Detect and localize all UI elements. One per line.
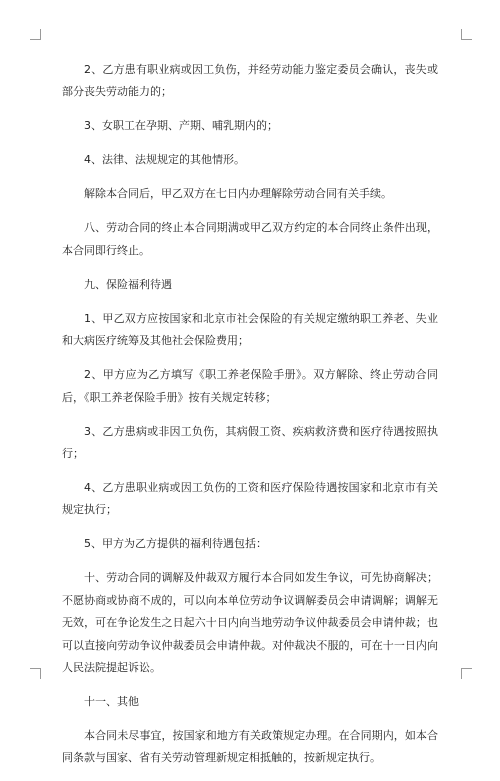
paragraph-termination-procedures: 解除本合同后，甲乙双方在七日内办理解除劳动合同有关手续。: [84, 187, 392, 201]
document-body: [62, 59, 438, 781]
paragraph-insurance-item-4: 4、乙方患职业病或因工负伤的工资和医疗保险待遇按国家和北京市有关规定执行；: [62, 481, 438, 517]
paragraph-insurance-item-2: 2、甲方应为乙方填写《职工养老保险手册》。双方解除、终止劳动合同后，《职工养老保险手册》按有关规定转移；: [62, 368, 438, 404]
paragraph-insurance-item-5: 5、甲方为乙方提供的福利待遇包括：: [84, 537, 267, 551]
crop-mark-top-right: [461, 29, 472, 40]
paragraph-insurance-item-1: 1、甲乙双方应按国家和北京市社会保险的有关规定缴纳职工养老、失业和大病医疗统筹及其他社会保险费用；: [62, 311, 438, 348]
paragraph-section-8-contract-end: 八、劳动合同的终止本合同期满或甲乙双方约定的本合同终止条件出现，本合同即行终止。: [62, 221, 438, 257]
heading-section-11-other: 十一、其他: [84, 695, 139, 709]
paragraph-clause-3-female-workers: 3、女职工在孕期、产期、哺乳期内的；: [84, 119, 278, 133]
crop-mark-top-left: [30, 29, 41, 40]
paragraph-clause-4-other-cases: 4、法律、法规规定的其他情形。: [84, 153, 245, 167]
crop-mark-bottom-left: [30, 668, 41, 679]
paragraph-section-10-dispute: 十、劳动合同的调解及仲裁双方履行本合同如发生争议，可先协商解决；不愿协商或协商不成的，可以向本单位劳动争议调解委员会申请调解；调解无无效，可在争论发生之日起六十日内向当地劳动争议仲裁委员会申请仲裁；也可以直接向劳动争议仲裁委员会申请仲裁。对仲裁决不服的，可在十一日内向人民法院提起诉讼。: [62, 571, 438, 675]
paragraph-clause-2-occupational-disease: 2、乙方患有职业病或因工负伤，并经劳动能力鉴定委员会确认，丧失或部分丧失劳动能力的；: [62, 63, 438, 99]
paragraph-other-provisions: 本合同未尽事宜，按国家和地方有关政策规定办理。在合同期内，如本合同条款与国家、省有关劳动管理新规定相抵触的，按新规定执行。: [62, 729, 438, 765]
heading-section-9-insurance: 九、保险福利待遇: [84, 277, 172, 291]
paragraph-insurance-item-3: 3、乙方患病或非因工负伤，其病假工资、疾病救济费和医疗待遇按照执行；: [62, 424, 438, 461]
crop-mark-bottom-right: [461, 668, 472, 679]
